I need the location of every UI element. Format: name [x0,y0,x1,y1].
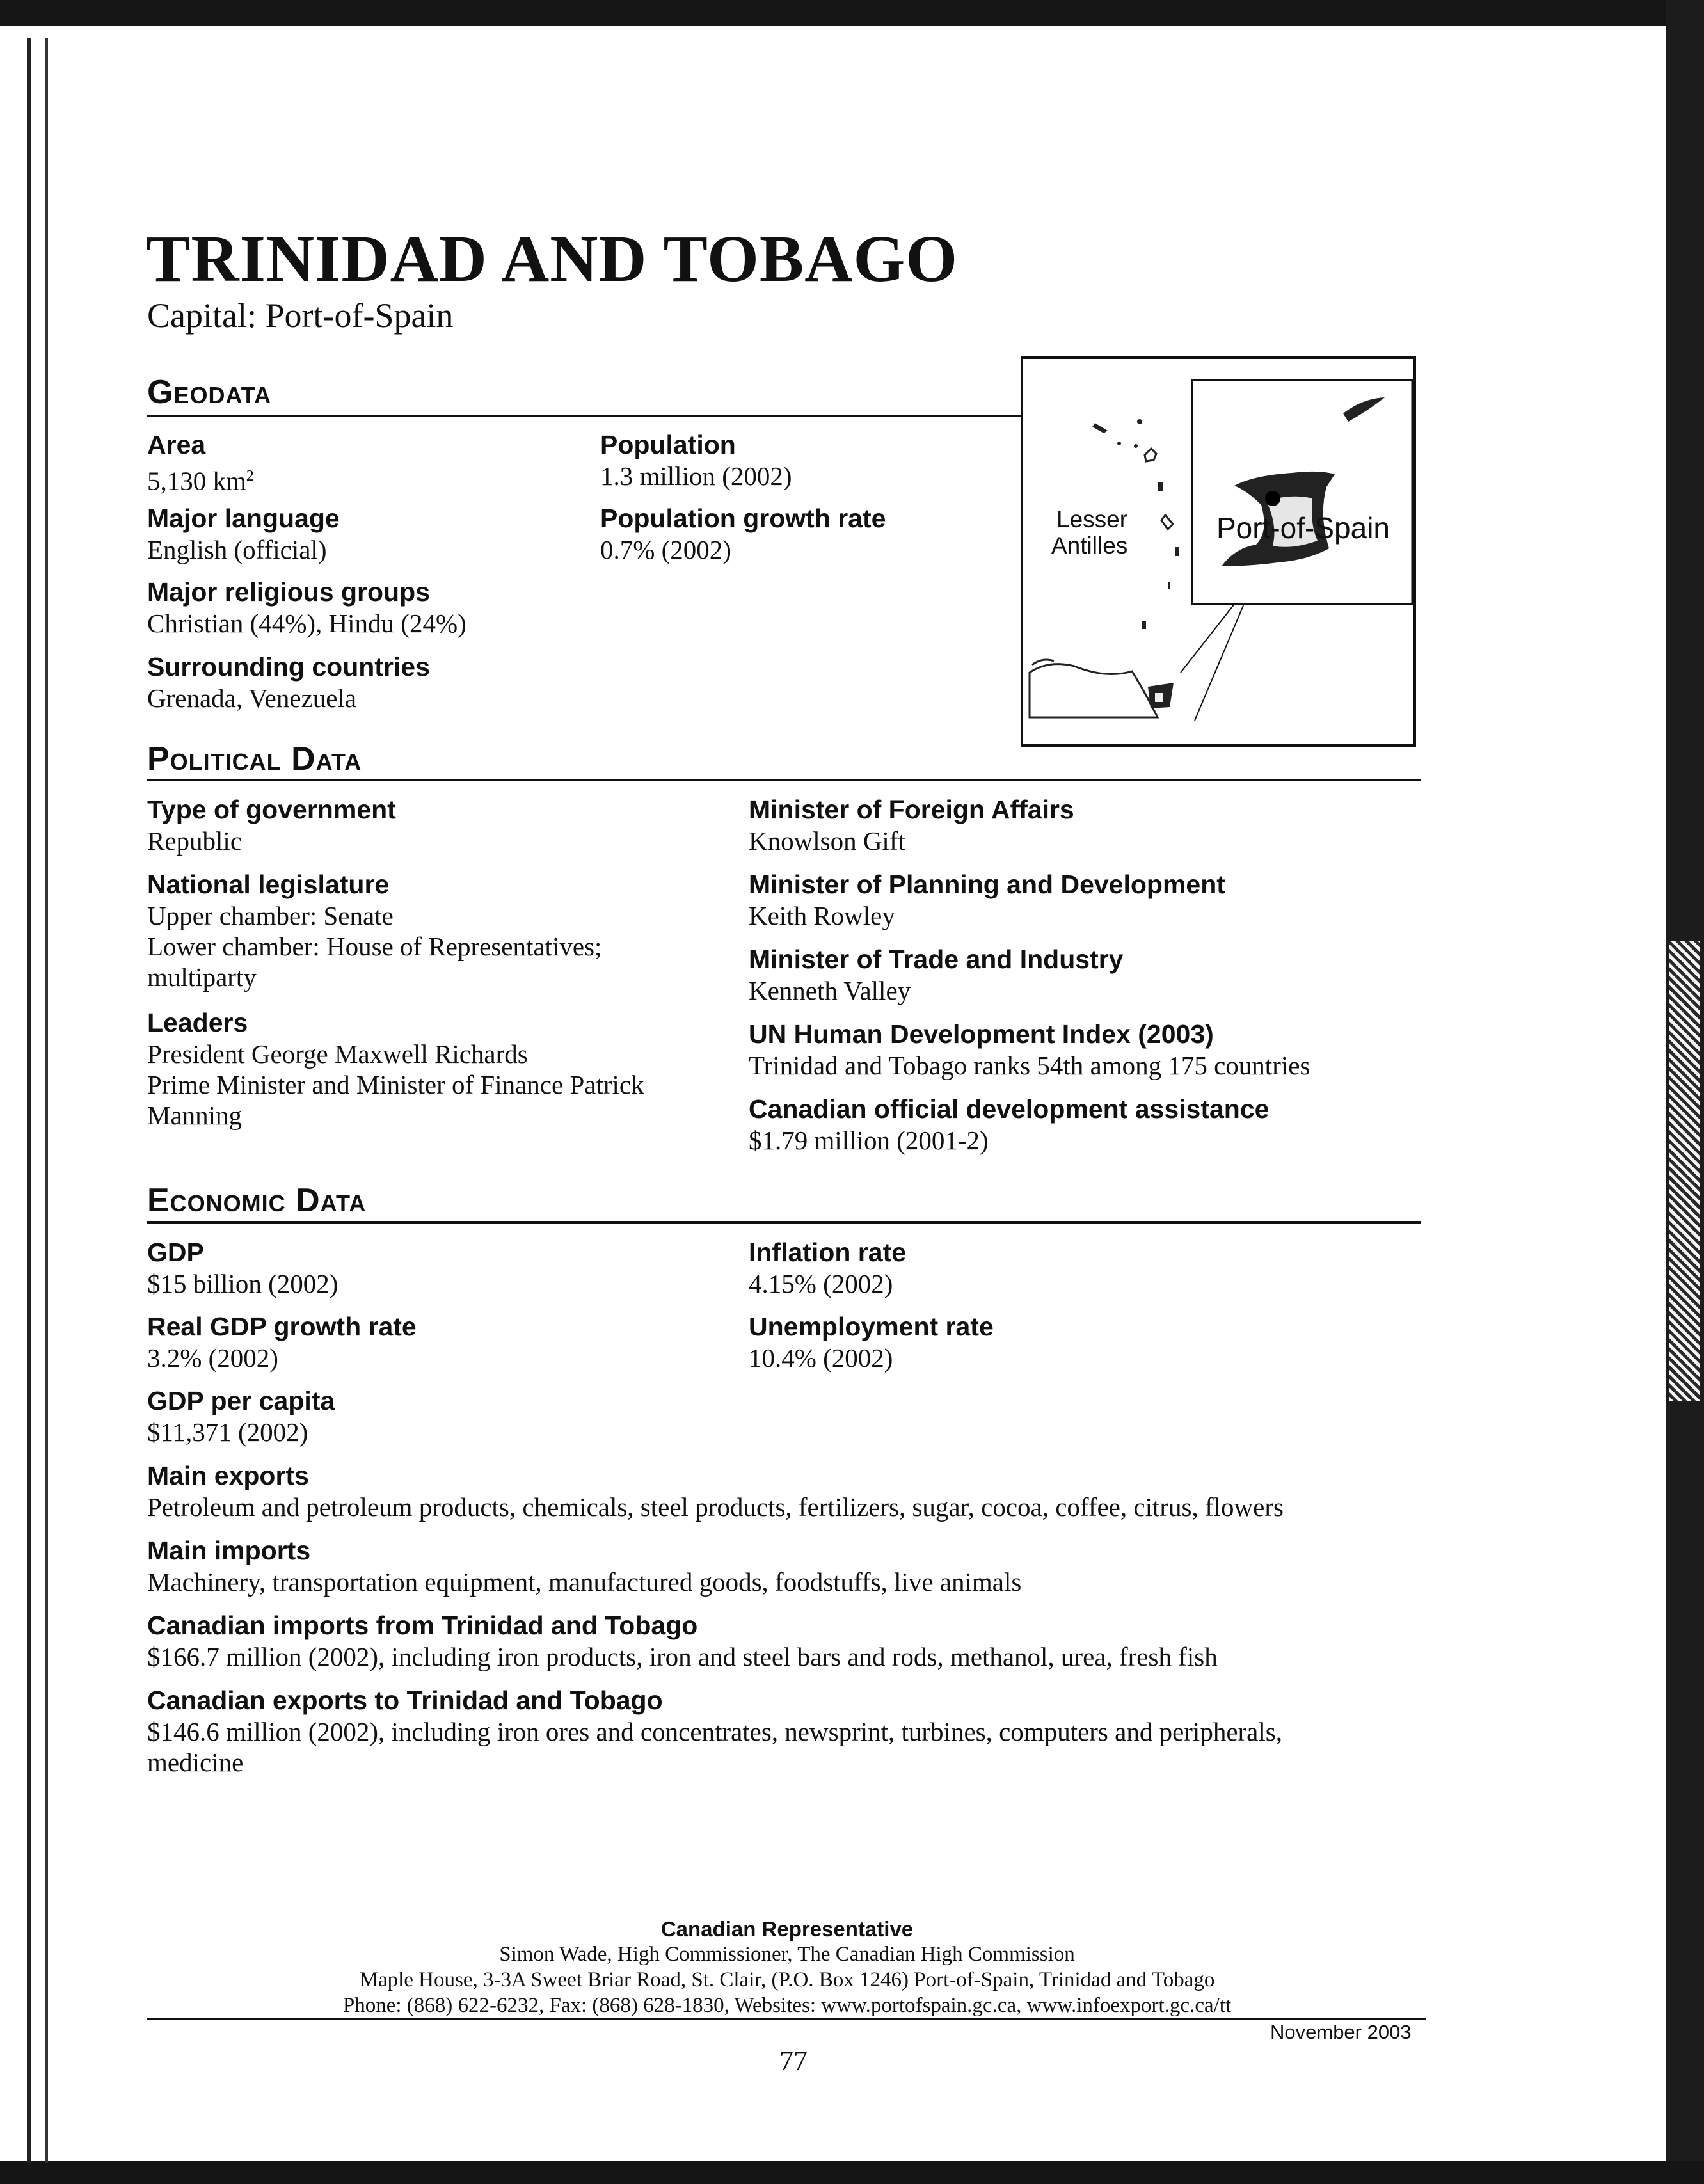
scan-border-top [0,0,1704,26]
field-value: $1.79 million (2001-2) [749,1126,989,1155]
field-value: 10.4% (2002) [749,1343,893,1373]
field-minister-trade [749,943,1123,1006]
field-value-line: Prime Minister and Minister of Finance Patrick [147,1070,644,1099]
inset-pointer-line [1195,604,1244,721]
island [1175,547,1179,556]
field-label: Real GDP growth rate [147,1312,417,1341]
tobago-island [1343,397,1385,422]
field-value-line: Lower chamber: House of Representatives; [147,932,602,961]
field-real-gdp-growth [147,1311,417,1373]
field-label: Canadian official development assistance [749,1094,1270,1124]
field-value-line: medicine [147,1748,244,1777]
island [1168,582,1170,589]
port-of-spain-dot [1265,491,1280,506]
scan-binding-line [27,38,31,2163]
field-minister-foreign-affairs [749,793,1074,856]
field-population [600,429,792,491]
field-label: Canadian imports from Trinidad and Tobago [147,1611,698,1640]
field-major-religious-groups [147,576,466,639]
geodata-heading: Geodata [147,374,272,411]
field-label: Major religious groups [147,577,430,607]
scan-border-right [1666,0,1704,2184]
field-value: Machinery, transportation equipment, manufactured goods, foodstuffs, live animals [147,1567,1022,1597]
field-label: Type of government [147,795,396,824]
field-major-language [147,502,340,565]
map-illustration [1023,359,1413,744]
field-canadian-imports [147,1609,1218,1672]
island [1117,442,1121,445]
locator-map [1021,356,1416,747]
field-canadian-oda [749,1093,1269,1156]
inset-pointer-line [1181,604,1234,673]
page-title: TRINIDAD AND TOBAGO [146,222,959,296]
map-label-lesser: Lesser [1056,506,1128,532]
field-label: National legislature [147,870,390,899]
field-gdp [147,1236,338,1299]
field-value: 1.3 million (2002) [600,461,792,491]
island [1134,444,1138,448]
field-label: Minister of Trade and Industry [749,945,1124,974]
field-label: Unemployment rate [749,1312,994,1341]
economic-heading: Economic Data [147,1182,367,1219]
footer-line-1: Simon Wade, High Commissioner, The Canadian High Commission [499,1943,1075,1966]
field-value-line: multiparty [147,962,257,992]
field-label: Inflation rate [749,1238,907,1267]
field-label: Major language [147,504,340,533]
island [1137,419,1142,424]
field-label: GDP per capita [147,1386,335,1415]
field-label: Main exports [147,1461,309,1490]
field-national-legislature [147,868,601,992]
field-inflation-rate [749,1236,906,1299]
field-value: $11,371 (2002) [147,1417,308,1447]
island [1145,449,1156,461]
scan-binding-line-inner [45,38,48,2163]
scan-speckle [1669,941,1700,1401]
map-label-port-of-spain: Port-of-Spain [1216,511,1390,545]
field-value: Grenada, Venezuela [147,683,357,713]
field-value: Republic [147,826,243,856]
field-main-exports [147,1460,1284,1522]
field-value: English (official) [147,535,327,564]
field-label: Area [147,430,206,459]
field-area [147,429,254,497]
field-value: 5,130 $km^2$ [147,466,254,496]
footer-line-3: Phone: (868) 622-6232, Fax: (868) 628-1830, Websites: www.portofspain.gc.ca, www.infoexport.gc.ca/tt [342,1994,1232,2017]
field-value: $166.7 million (2002), including iron products, iron and steel bars and rods, methanol, urea, fresh fish [147,1642,1218,1671]
field-value-line: Manning [147,1101,243,1130]
footer-line-2: Maple House, 3-3A Sweet Briar Road, St. Clair, (P.O. Box 1246) Port-of-Spain, Trinidad and Tobago [359,1968,1215,1991]
mainland-coast [1030,664,1158,717]
footer-date: November 2003 [1270,2021,1412,2043]
field-surrounding-countries [147,651,430,713]
capital-subtitle: Capital: Port-of-Spain [147,296,454,335]
field-value: Keith Rowley [749,901,895,930]
field-value: $15 billion (2002) [147,1269,338,1298]
field-value-line: Upper chamber: Senate [147,901,394,930]
field-label: Population [600,430,736,459]
field-label: GDP [147,1238,204,1267]
field-main-imports [147,1534,1021,1597]
field-population-growth-rate [600,502,886,565]
field-unemployment-rate [749,1311,994,1373]
field-value: Kenneth Valley [749,976,911,1005]
page-number: 77 [779,2045,808,2076]
field-value: Trinidad and Tobago ranks 54th among 175 countries [749,1051,1310,1080]
field-label: Main imports [147,1536,311,1565]
footer-heading: Canadian Representative [660,1917,914,1941]
field-label: Population growth rate [600,504,886,533]
island [1092,423,1108,433]
map-label-antilles: Antilles [1051,532,1128,559]
political-rule [147,779,1421,781]
island [1161,515,1173,529]
trinidad-mini-texture [1155,693,1163,702]
field-label: Canadian exports to Trinidad and Tobago [147,1686,663,1715]
field-value: 0.7% (2002) [600,535,731,564]
field-value: Christian (44%), Hindu (24%) [147,609,466,638]
scan-border-bottom [0,2161,1704,2184]
political-heading: Political Data [147,740,362,777]
field-minister-planning [749,868,1225,931]
field-canadian-exports [147,1684,1282,1778]
field-leaders [147,1007,644,1131]
field-value-line: President George Maxwell Richards [147,1039,528,1069]
island [1142,621,1146,629]
field-label: UN Human Development Index (2003) [749,1019,1214,1049]
geodata-rule [147,415,1023,417]
field-type-of-government [147,793,396,856]
field-value: 3.2% (2002) [147,1343,278,1373]
footer-rule [147,2018,1426,2020]
field-value: Knowlson Gift [749,826,905,856]
field-value: 4.15% (2002) [749,1269,893,1298]
economic-rule [147,1221,1421,1224]
field-un-hdi [749,1018,1310,1081]
field-label: Leaders [147,1008,248,1037]
field-value-line: $146.6 million (2002), including iron ores and concentrates, newsprint, turbines, computers and peripherals, [147,1717,1282,1746]
field-label: Minister of Planning and Development [749,870,1225,899]
field-gdp-per-capita [147,1385,335,1447]
island [1158,482,1163,491]
field-label: Surrounding countries [147,652,430,682]
field-label: Minister of Foreign Affairs [749,795,1074,824]
field-value: Petroleum and petroleum products, chemicals, steel products, fertilizers, sugar, cocoa, coffee, citrus, flowers [147,1492,1284,1522]
